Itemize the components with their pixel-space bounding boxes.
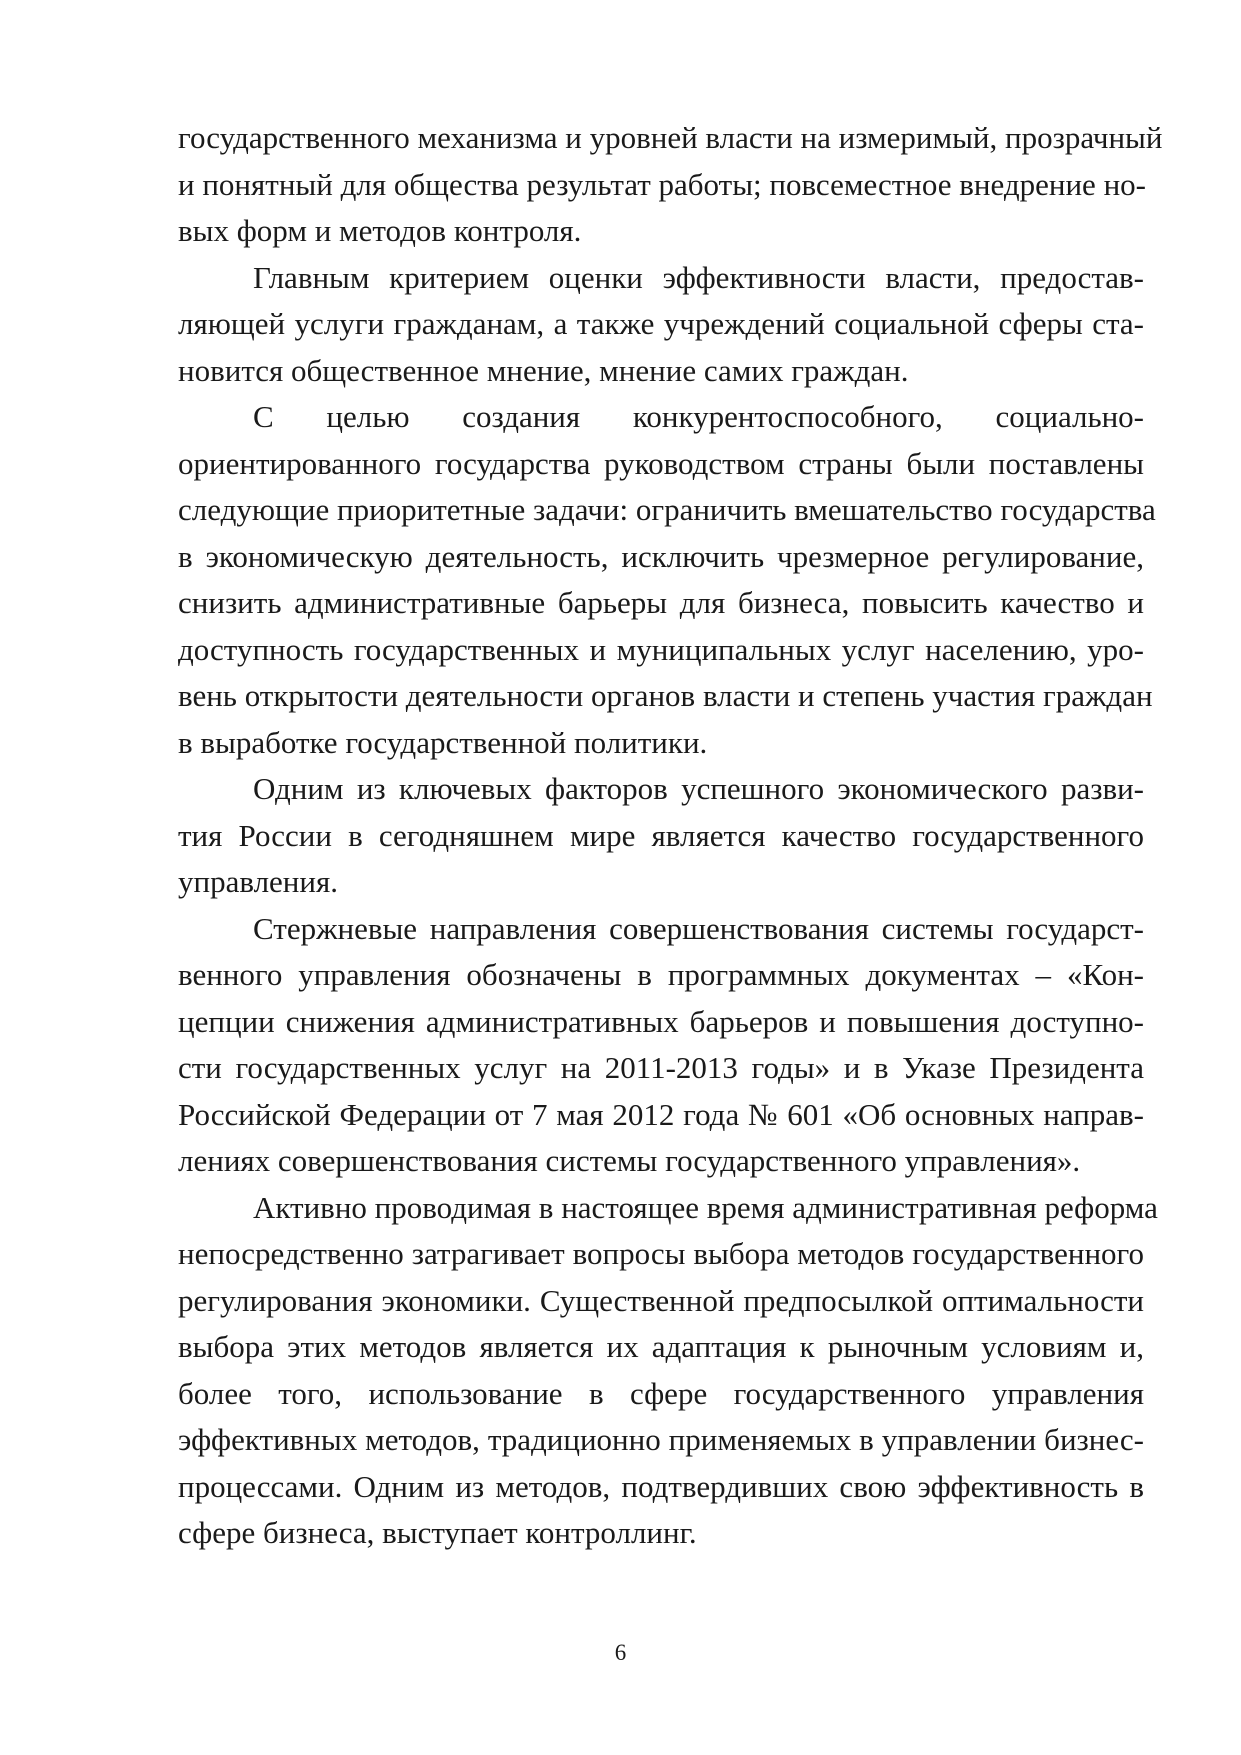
text-line: в выработке государственной политики. bbox=[178, 724, 708, 760]
text-line: С целью создания конкурентоспособного, социально- bbox=[253, 399, 1144, 434]
paragraph-5 bbox=[178, 906, 1144, 1185]
text-line: Стержневые направления совершенствования системы государст- bbox=[253, 910, 1144, 946]
text-line: эффективных методов, традиционно применяемых в управлении бизнес- bbox=[178, 1422, 1144, 1457]
text-line: управления. bbox=[178, 864, 338, 899]
text-line: вых форм и методов контроля. bbox=[178, 213, 582, 248]
text-line: Российской Федерации от 7 мая 2012 года № 601 «Об основных направ- bbox=[178, 1096, 1144, 1132]
body-text bbox=[178, 115, 1163, 1557]
text-line: процессами. Одним из методов, подтвердивших свою эффективность в bbox=[178, 1468, 1144, 1504]
paragraph-2 bbox=[178, 255, 1144, 395]
text-line: ляющей услуги гражданам, а также учреждений социальной сферы ста- bbox=[178, 306, 1144, 341]
text-line: более того, использование в сфере государственного управления bbox=[178, 1375, 1144, 1411]
text-line: сти государственных услуг на 2011-2013 годы» и в Указе Президента bbox=[178, 1050, 1144, 1085]
text-line: Главным критерием оценки эффективности власти, предостав- bbox=[253, 259, 1144, 295]
text-line: цепции снижения административных барьеров и повышения доступно- bbox=[178, 1003, 1144, 1039]
paragraph-1 bbox=[178, 115, 1163, 255]
paragraph-6 bbox=[178, 1185, 1158, 1557]
text-line: в экономическую деятельность, исключить чрезмерное регулирование, bbox=[178, 538, 1144, 574]
text-line: сфере бизнеса, выступает контроллинг. bbox=[178, 1515, 697, 1550]
paragraph-3 bbox=[178, 394, 1156, 766]
page-number: 6 bbox=[614, 1640, 627, 1665]
text-line: и понятный для общества результат работы; повсеместное внедрение но- bbox=[178, 166, 1146, 202]
text-line: регулирования экономики. Существенной предпосылкой оптимальности bbox=[178, 1282, 1144, 1318]
text-line: непосредственно затрагивает вопросы выбора методов государственного bbox=[178, 1236, 1144, 1271]
text-line: венного управления обозначены в программных документах – «Кон- bbox=[178, 957, 1144, 992]
text-line: новится общественное мнение, мнение самих граждан. bbox=[178, 352, 909, 388]
text-line: Активно проводимая в настоящее время административная реформа bbox=[253, 1189, 1158, 1225]
text-line: доступность государственных и муниципальных услуг населению, уро- bbox=[178, 631, 1144, 667]
text-line: выбора этих методов является их адаптация к рыночным условиям и, bbox=[178, 1329, 1144, 1364]
text-line: вень открытости деятельности органов власти и степень участия граждан bbox=[178, 678, 1153, 713]
text-line: ориентированного государства руководством страны были поставлены bbox=[178, 445, 1144, 481]
text-line: снизить административные барьеры для бизнеса, повысить качество и bbox=[178, 585, 1144, 620]
text-line: государственного механизма и уровней власти на измеримый, прозрачный bbox=[178, 120, 1163, 155]
text-line: лениях совершенствования системы государственного управления». bbox=[178, 1143, 1081, 1178]
text-line: тия России в сегодняшнем мире является качество государственного bbox=[178, 817, 1144, 853]
text-line: следующие приоритетные задачи: ограничить вмешательство государства bbox=[178, 492, 1156, 527]
paragraph-4 bbox=[178, 766, 1144, 906]
text-line: Одним из ключевых факторов успешного экономического разви- bbox=[253, 771, 1144, 806]
